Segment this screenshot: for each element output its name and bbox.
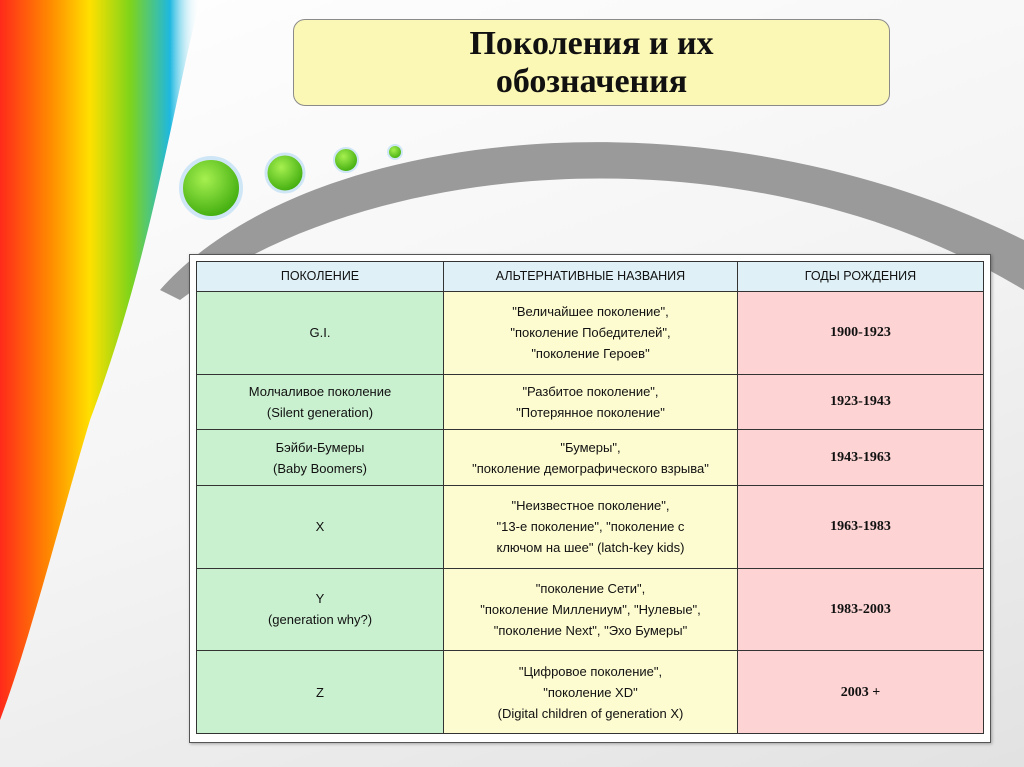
generation-cell: Y (generation why?): [197, 568, 444, 651]
alt-names-cell: "Цифровое поколение", "поколение XD" (Digital children of generation X): [444, 651, 738, 734]
years-cell: 1983-2003: [738, 568, 984, 651]
alt-names-cell: "Величайшее поколение", "поколение Победителей", "поколение Героев": [444, 292, 738, 375]
generation-cell: Молчаливое поколение (Silent generation): [197, 374, 444, 430]
years-cell: 1900-1923: [738, 292, 984, 375]
title-box: [293, 19, 890, 106]
rainbow-swoosh: [0, 0, 200, 720]
generation-cell: G.I.: [197, 292, 444, 375]
years-cell: 1963-1983: [738, 485, 984, 568]
alt-names-cell: "Разбитое поколение", "Потерянное поколение": [444, 374, 738, 430]
generation-cell: X: [197, 485, 444, 568]
table-row: [197, 292, 984, 375]
header-birth-years: ГОДЫ РОЖДЕНИЯ: [738, 262, 984, 292]
years-cell: 1923-1943: [738, 374, 984, 430]
slide-title: Поколения и их обозначения: [469, 24, 714, 100]
alt-names-cell: "Неизвестное поколение", "13-е поколение", "поколение с ключом на шее" (latch-key kids): [444, 485, 738, 568]
table-header-row: [197, 262, 984, 292]
generations-table-frame: [189, 254, 991, 743]
header-generation: ПОКОЛЕНИЕ: [197, 262, 444, 292]
generations-table: [196, 261, 984, 734]
years-cell: 2003 +: [738, 651, 984, 734]
generation-cell: Бэйби-Бумеры (Baby Boomers): [197, 430, 444, 486]
table-row: [197, 651, 984, 734]
generation-cell: Z: [197, 651, 444, 734]
header-alt-names: АЛЬТЕРНАТИВНЫЕ НАЗВАНИЯ: [444, 262, 738, 292]
alt-names-cell: "Бумеры", "поколение демографического взрыва": [444, 430, 738, 486]
table-row: [197, 485, 984, 568]
table-row: [197, 568, 984, 651]
alt-names-cell: "поколение Сети", "поколение Миллениум", "Нулевые", "поколение Next", "Эхо Бумеры": [444, 568, 738, 651]
years-cell: 1943-1963: [738, 430, 984, 486]
table-row: [197, 430, 984, 486]
table-row: [197, 374, 984, 430]
